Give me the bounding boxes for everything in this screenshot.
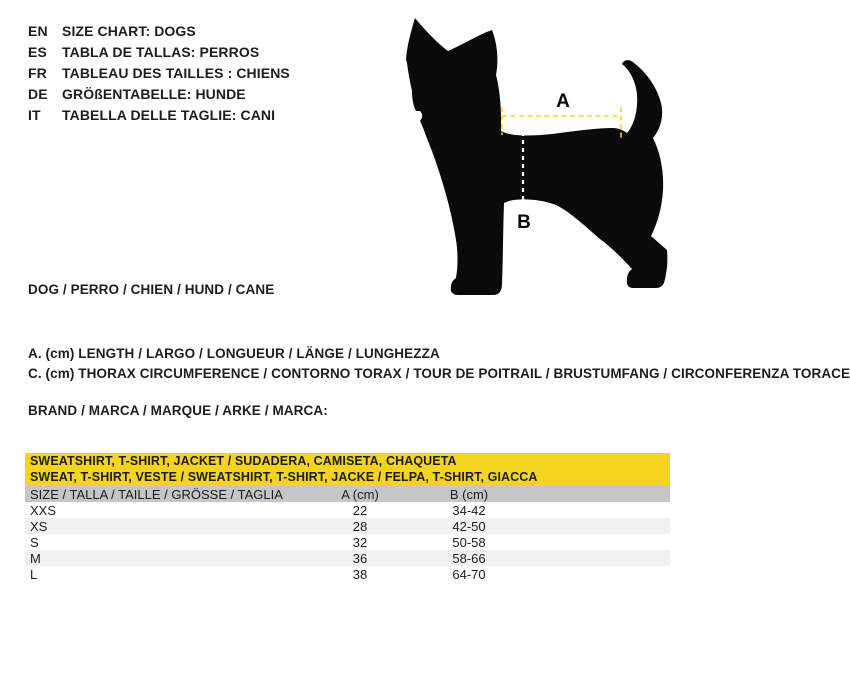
language-title: TABLA DE TALLAS: PERROS [62,44,260,60]
dog-caption: DOG / PERRO / CHIEN / HUND / CANE [28,282,275,297]
language-title: TABLEAU DES TAILLES : CHIENS [62,65,290,81]
size-cell: L [30,566,38,582]
size-table [25,453,670,582]
measurement-line-a: A. (cm) LENGTH / LARGO / LONGUEUR / LÄNGE / LUNGHEZZA [28,346,440,361]
measurement-line-c: C. (cm) THORAX CIRCUMFERENCE / CONTORNO TORAX / TOUR DE POITRAIL / BRUSTUMFANG / CIRCONFERENZA TORACE [28,366,850,381]
language-title-list [28,21,290,126]
a-cm-cell: 28 [352,518,368,534]
language-code: EN [28,23,48,39]
dog-silhouette [406,18,667,295]
language-code: ES [28,44,47,60]
a-cm-cell: 22 [352,502,368,518]
measurement-legend [28,344,850,384]
language-title: SIZE CHART: DOGS [62,23,196,39]
language-row [28,42,290,63]
language-code: FR [28,65,47,81]
language-code: IT [28,107,41,123]
language-title: TABELLA DELLE TAGLIE: CANI [62,107,276,123]
language-row [28,63,290,84]
col-header-b: B (cm) [449,486,489,502]
size-cell: XXS [30,502,57,518]
language-row [28,84,290,105]
col-header-size: SIZE / TALLA / TAILLE / GRÖSSE / TAGLIA [30,486,283,502]
a-cm-cell: 36 [352,550,368,566]
language-code: DE [28,86,48,102]
table-row [25,502,670,518]
b-cm-cell: 50-58 [452,534,486,550]
language-title: GRÖßENTABELLE: HUNDE [62,86,246,102]
size-cell: S [30,534,39,550]
dog-silhouette-figure [380,0,700,300]
table-title-banner [25,453,670,486]
table-title-line2: SWEAT, T-SHIRT, VESTE / SWEATSHIRT, T-SHIRT, JACKE / FELPA, T-SHIRT, GIACCA [30,469,538,484]
table-row [25,518,670,534]
col-header-a: A (cm) [341,486,379,502]
b-cm-cell: 42-50 [452,518,486,534]
measurement-a-label: A [556,91,570,112]
brand-line: BRAND / MARCA / MARQUE / ARKE / MARCA: [28,403,328,418]
table-row [25,534,670,550]
table-header-row [25,486,670,502]
size-cell: M [30,550,41,566]
b-cm-cell: 34-42 [452,502,486,518]
size-cell: XS [30,518,48,534]
table-row [25,550,670,566]
b-cm-cell: 58-66 [452,550,486,566]
table-title-line1: SWEATSHIRT, T-SHIRT, JACKET / SUDADERA, CAMISETA, CHAQUETA [30,454,457,468]
a-cm-cell: 38 [352,566,368,582]
language-row [28,21,290,42]
table-row [25,566,670,582]
measurement-b-label: B [517,212,531,233]
b-cm-cell: 64-70 [452,566,486,582]
a-cm-cell: 32 [352,534,368,550]
language-row [28,105,290,126]
